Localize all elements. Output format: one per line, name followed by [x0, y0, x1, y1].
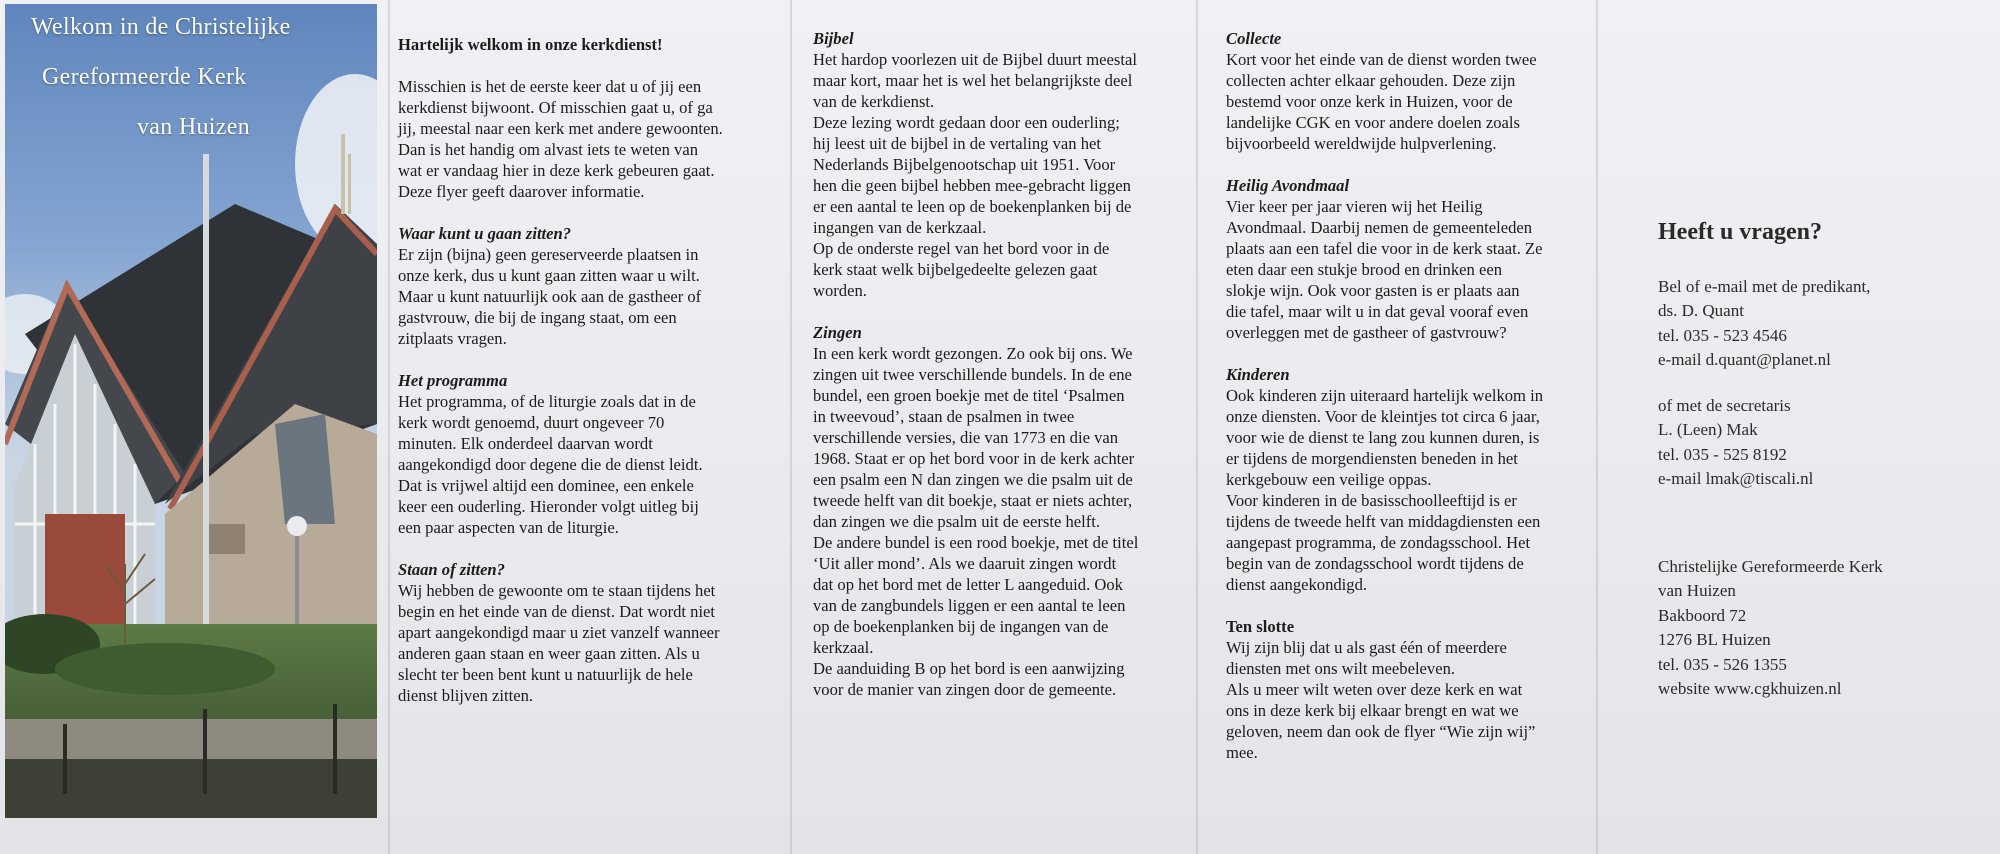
text-line: jij, meestal naar een kerk met andere gewoonten.	[398, 119, 723, 138]
text-line: Nederlands Bijbelgenootschap uit 1951. Voor	[813, 155, 1116, 174]
text-line: maar kort, maar het is wel het belangrijkste deel	[813, 71, 1133, 90]
text-line: dat op het bord met de letter L aangeduid. Ook	[813, 575, 1123, 594]
cover-photo	[5, 4, 377, 818]
text-line: Dan is het handig om alvast iets te weten van	[398, 140, 698, 159]
text-line: apart aangekondigd maar u ziet vanzelf wanneer	[398, 623, 720, 642]
text-line: begin en het einde van de dienst. Dat wordt niet	[398, 602, 716, 621]
text-line: er een aantal te leen op de boekenplanken bij de	[813, 197, 1132, 216]
contact-phone: tel. 035 - 523 4546	[1658, 325, 1787, 345]
section-title-communion: Heilig Avondmaal	[1226, 176, 1350, 195]
intro-paragraph	[398, 76, 770, 202]
text-line: Het hardop voorlezen uit de Bijbel duurt meestal	[813, 50, 1137, 69]
text-line: Maar u kunt natuurlijk ook aan de gastheer of	[398, 287, 702, 306]
address-line: Bakboord 72	[1658, 605, 1747, 625]
text-line: Kort voor het einde van de dienst worden twee	[1226, 50, 1537, 69]
contact-name: L. (Leen) Mak	[1658, 420, 1758, 439]
address-line: Christelijke Gereformeerde Kerk	[1658, 556, 1883, 576]
text-line: collecten achter elkaar gehouden. Deze zijn	[1226, 71, 1516, 90]
text-line: Avondmaal. Daarbij nemen de gemeenteleden	[1226, 218, 1533, 237]
text-line: of met de secretaris	[1658, 395, 1791, 415]
fold-line	[1196, 0, 1198, 854]
text-line: Het programma, of de liturgie zoals dat in de	[398, 392, 696, 411]
text-line: Misschien is het de eerste keer dat u of jij een	[398, 77, 702, 96]
text-line: een psalm een N dan zingen we die psalm uit de	[813, 470, 1133, 489]
text-line: een paar aspecten van de liturgie.	[398, 518, 619, 537]
text-line: verschillende versies, die van 1773 en die van	[813, 428, 1119, 447]
section-title-collection: Collecte	[1226, 29, 1282, 48]
text-line: Ook kinderen zijn uiteraard hartelijk welkom in	[1226, 386, 1544, 405]
text-line: zitplaats vragen.	[398, 329, 507, 348]
text-line: voor de manier van zingen door de gemeente.	[813, 680, 1117, 699]
text-line: op de boekenplanken bij de ingangen van de	[813, 617, 1109, 636]
text-line: Bel of e-mail met de predikant,	[1658, 276, 1871, 296]
text-line: diensten met ons wilt meebeleven.	[1226, 659, 1456, 678]
text-line: slokje wijn. Ook voor gasten is er plaats aan	[1226, 281, 1520, 300]
cover-title-line-1: Welkom in de Christelijke	[31, 14, 291, 40]
text-line: hen die geen bijbel hebben mee-gebracht liggen	[813, 176, 1131, 195]
panel-welcome	[398, 34, 770, 706]
text-line: zingen uit twee verschillende bundels. In de ene	[813, 365, 1132, 384]
text-line: gastvrouw, die bij de ingang staat, om een	[398, 308, 677, 327]
text-line: ons in deze kerk bij elkaar brengt en wat we	[1226, 701, 1519, 720]
text-line: tweede helft van dit boekje, staat er niets achter,	[813, 491, 1133, 510]
address-website: website www.cgkhuizen.nl	[1658, 679, 1842, 698]
fold-line	[388, 0, 390, 854]
welcome-heading: Hartelijk welkom in onze kerkdienst!	[398, 35, 663, 54]
section-title-stand-sit: Staan of zitten?	[398, 560, 505, 579]
text-line: kerkdienst bijwoont. Of misschien gaat u, of ga	[398, 98, 713, 117]
address-line: van Huizen	[1658, 581, 1736, 600]
text-line: Dat is vrijwel altijd een dominee, een enkele	[398, 476, 694, 495]
text-line: aangepast programma, de zondagsschool. Het	[1226, 533, 1531, 552]
text-line: 1968. Staat er op het bord voor in de kerk achter	[813, 449, 1135, 468]
text-line: plaats aan een tafel die voor in de kerk staat. Ze	[1226, 239, 1543, 258]
section-title-singing: Zingen	[813, 323, 862, 342]
text-line: keer een ouderling. Hieronder volgt uitleg bij	[398, 497, 699, 516]
text-line: worden.	[813, 281, 867, 300]
address-line: 1276 BL Huizen	[1658, 630, 1771, 649]
contact-email: e-mail lmak@tiscali.nl	[1658, 469, 1814, 488]
text-line: kerk staat welk bijbelgedeelte gelezen gaat	[813, 260, 1098, 279]
text-line: Wij zijn blij dat u als gast één of meerdere	[1226, 638, 1507, 657]
text-line: De andere bundel is een rood boekje, met de titel	[813, 533, 1139, 552]
text-line: overleggen met de gastheer of gastvrouw?	[1226, 323, 1507, 342]
text-line: dienst blijven zitten.	[398, 686, 534, 705]
panel-contact	[1658, 220, 1968, 702]
text-line: bijvoorbeeld wereldwijde hulpverlening.	[1226, 134, 1497, 153]
text-line: Op de onderste regel van het bord voor in de	[813, 239, 1110, 258]
cover-title-line-3: van Huizen	[137, 114, 250, 140]
text-line: aangekondigd door degene die de dienst leidt.	[398, 455, 703, 474]
section-title-program: Het programma	[398, 371, 508, 390]
text-line: bundel, een groen boekje met de titel ‘Psalmen	[813, 386, 1125, 405]
text-line: minuten. Elk onderdeel daarvan wordt	[398, 434, 653, 453]
text-line: Vier keer per jaar vieren wij het Heilig	[1226, 197, 1483, 216]
text-line: De aanduiding B op het bord is een aanwijzing	[813, 659, 1125, 678]
contact-name: ds. D. Quant	[1658, 301, 1744, 320]
text-line: in tweevoud’, staan de psalmen in twee	[813, 407, 1075, 426]
contact-phone: tel. 035 - 525 8192	[1658, 444, 1787, 464]
text-line: kerkgebouw een veilige oppas.	[1226, 470, 1432, 489]
text-line: hij leest uit de bijbel in de vertaling van het	[813, 134, 1102, 153]
text-line: dienst aangekondigd.	[1226, 575, 1368, 594]
text-line: Er zijn (bijna) geen gereserveerde plaatsen in	[398, 245, 699, 264]
text-line: wat er vandaag hier in deze kerk gebeuren gaat.	[398, 161, 715, 180]
contact-email: e-mail d.quant@planet.nl	[1658, 350, 1831, 369]
text-line: mee.	[1226, 743, 1258, 762]
fold-line	[790, 0, 792, 854]
text-line: kerk wordt genoemd, duurt ongeveer 70	[398, 413, 665, 432]
text-line: die tafel, maar wilt u in dat geval vooraf even	[1226, 302, 1529, 321]
contact-title: Heeft u vragen?	[1658, 219, 1822, 245]
text-line: kerkzaal.	[813, 638, 874, 657]
cover-title-line-2: Gereformeerde Kerk	[42, 64, 247, 90]
text-line: Voor kinderen in de basisschoolleeftijd is er	[1226, 491, 1517, 510]
address-phone: tel. 035 - 526 1355	[1658, 654, 1787, 674]
text-line: landelijke CGK en voor andere doelen zoals	[1226, 113, 1520, 132]
text-line: onze kerk, dus u kunt gaan zitten waar u wilt.	[398, 266, 700, 285]
panel-liturgy	[813, 28, 1188, 700]
text-line: anderen gaan staan en weer gaan zitten. Als u	[398, 644, 700, 663]
section-title-seating: Waar kunt u gaan zitten?	[398, 224, 572, 243]
text-line: bestemd voor onze kerk in Huizen, voor de	[1226, 92, 1513, 111]
text-line: eten daar een stukje brood en drinken een	[1226, 260, 1502, 279]
text-line: van de zangbundels liggen er een aantal te leen	[813, 596, 1126, 615]
text-line: er tijdens de morgendiensten beneden in het	[1226, 449, 1518, 468]
text-line: Als u meer wilt weten over deze kerk en wat	[1226, 680, 1523, 699]
text-line: onze diensten. Voor de kleintjes tot circa 6 jaar,	[1226, 407, 1540, 426]
text-line: dan zingen we die psalm uit de eerste helft.	[813, 512, 1101, 531]
text-line: Deze flyer geeft daarover informatie.	[398, 182, 645, 201]
section-title-bible: Bijbel	[813, 29, 854, 48]
text-line: Wij hebben de gewoonte om te staan tijdens het	[398, 581, 716, 600]
text-line: In een kerk wordt gezongen. Zo ook bij ons. We	[813, 344, 1133, 363]
section-title-closing: Ten slotte	[1226, 617, 1295, 636]
panel-practical	[1226, 28, 1598, 763]
text-line: geloven, neem dan ook de flyer “Wie zijn wij”	[1226, 722, 1536, 741]
text-line: tijdens de tweede helft van middagdiensten een	[1226, 512, 1541, 531]
text-line: van de kerkdienst.	[813, 92, 935, 111]
text-line: begin van de zondagsschool wordt tijdens de	[1226, 554, 1524, 573]
text-line: ‘Uit aller mond’. Als we daaruit zingen wordt	[813, 554, 1117, 573]
section-title-children: Kinderen	[1226, 365, 1290, 384]
text-line: voor wie de dienst te lang zou kunnen duren, is	[1226, 428, 1540, 447]
text-line: Deze lezing wordt gedaan door een ouderling;	[813, 113, 1120, 132]
text-line: ingangen van de kerkzaal.	[813, 218, 987, 237]
text-line: slecht ter been bent kunt u natuurlijk de hele	[398, 665, 693, 684]
